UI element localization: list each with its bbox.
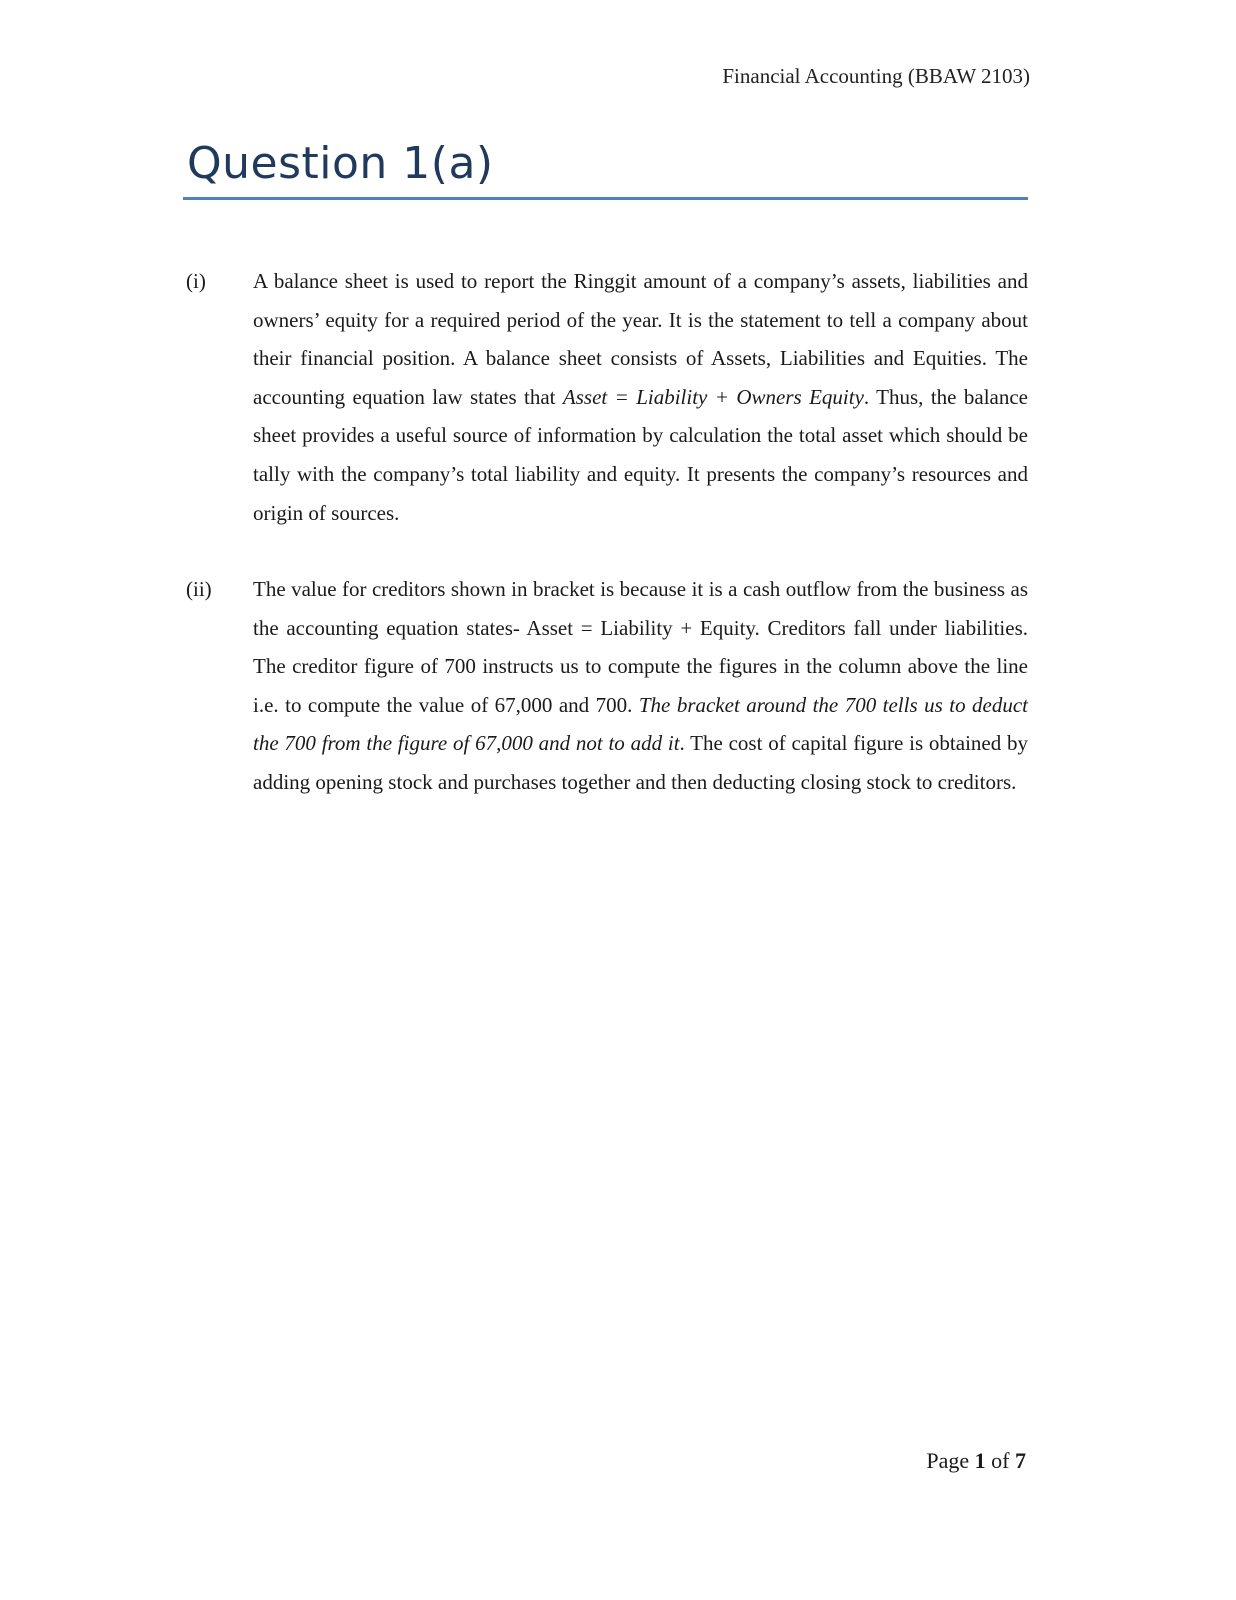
page-footer (926, 1448, 1026, 1474)
section-title: Question 1(a) (187, 138, 494, 189)
paragraph-text: A balance sheet is used to report the Ringgit amount of a company’s assets, liabilities and owners’ equity for a required period of the year. It is the statement to tell a company about their financial position. A balance sheet consists of Assets, Liabilities and Equities. The accounting equation law states that (253, 269, 1028, 409)
title-underline (183, 197, 1028, 200)
running-header: Financial Accounting (BBAW 2103) (722, 64, 1030, 88)
paragraph-text: The value for creditors shown in bracket is because it is a cash outflow from the business as the accounting equation states- Asset = Liability + Equity. Creditors fall under liabilities. The creditor figure of 700 instructs us to compute the figures in the column above the line i.e. to compute the value of 67,000 and 700. (253, 577, 1028, 717)
of-label: of (991, 1448, 1010, 1473)
page-number: 1 (974, 1448, 986, 1473)
item-number: (ii) (186, 577, 212, 601)
item-paragraph (253, 262, 1028, 532)
paragraph-text: . Thus, the balance sheet provides a useful source of information by calculation the total asset which should be tally with the company’s total liability and equity. It presents the company’s resources and origin of sources. (253, 384, 1028, 525)
paragraph-text: . The cost of capital figure is obtained by adding opening stock and purchases together and then deducting closing stock to creditors. (253, 731, 1028, 794)
total-pages: 7 (1015, 1448, 1026, 1473)
equation-text: Asset = Liability + Owners Equity (562, 384, 864, 409)
item-number: (i) (186, 269, 206, 293)
emphasis-text: The bracket around the 700 tells us to deduct the 700 from the figure of 67,000 and not to add it (253, 692, 1029, 756)
page-label: Page (926, 1448, 970, 1473)
item-paragraph (253, 570, 1028, 802)
